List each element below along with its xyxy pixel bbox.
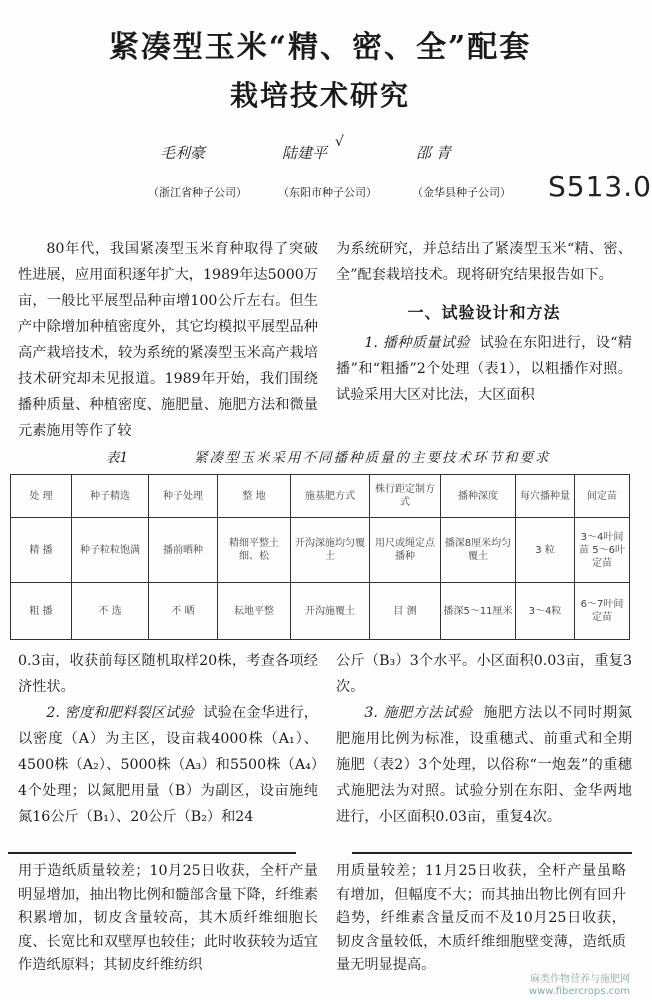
intro-left-column [18, 236, 318, 444]
table-cell: 播深5～11厘米 [441, 583, 516, 640]
table-cell: 3～4叶间苗 5～6叶定苗 [575, 518, 630, 583]
table-cell: 不 选 [72, 583, 149, 640]
mid-left-column [18, 648, 318, 830]
table-cell: 播前晒种 [149, 518, 218, 583]
table-cell: 目 测 [370, 583, 441, 640]
table-header-cell: 株行距定制方式 [370, 475, 441, 518]
table-cell: 粗 播 [11, 583, 72, 640]
table-cell: 种子粒粒饱满 [72, 518, 149, 583]
sub1-label: 1. 播种质量试验 [364, 335, 470, 351]
affiliation-1: （浙江省种子公司） [148, 186, 247, 199]
table-cell: 精细平整土细、松 [218, 518, 291, 583]
watermark [529, 974, 630, 998]
table-cell: 3 粒 [516, 518, 575, 583]
intro-right-column [336, 236, 632, 408]
sub2-text: 试验在金华进行，以密度（A）为主区，设亩栽4000株（A₁）、4500株（A₂）、5000株（A₃）和5500株（A₄）4个处理；以氮肥用量（B）为副区，设亩施纯氮16公斤（B₁）、20公斤（B₂）和24 [18, 705, 318, 825]
table-cell: 开沟深施均匀覆土 [291, 518, 370, 583]
author-3: 邵 青 [416, 144, 451, 162]
table-label: 表1 [106, 450, 129, 466]
mid-left-paragraph: 0.3亩，收获前每区随机取样20株，考查各项经济性状。 [18, 653, 318, 695]
author-2: 陆建平 [282, 144, 328, 162]
check-mark: √ [335, 134, 344, 150]
table-header-cell: 间定苗 [575, 475, 630, 518]
table-1 [10, 474, 630, 640]
table-header-cell: 施基肥方式 [291, 475, 370, 518]
table-header-cell: 播种深度 [441, 475, 516, 518]
table-header-row [11, 475, 630, 518]
right-divider [352, 852, 632, 854]
sub3-label: 3. 施肥方法试验 [364, 705, 473, 721]
table-cell: 6～7叶间定苗 [575, 583, 630, 640]
intro-right-paragraph: 为系统研究，并总结出了紧凑型玉米“精、密、全”配套栽培技术。现将研究结果报告如下。 [336, 241, 632, 283]
intro-paragraph: 80年代，我国紧凑型玉米育种取得了突破性进展，应用面积逐年扩大，1989年达5000万亩，一般比平展型品种亩增100公斤左右。但生产中除增加种植密度外，其它均模拟平展型品种高产栽培技术，较为系统的紧凑型玉米高产栽培技术研究却未见报道。1989年开始，我们围绕播种质量、种植密度、施肥量、施肥方法和微量元素施用等作了较 [18, 241, 318, 439]
table-header-cell: 每穴播种量 [516, 475, 575, 518]
table-row [11, 583, 630, 640]
affiliation-2: （东阳市种子公司） [278, 186, 377, 199]
bottom-left-paragraph: 用于造纸质量较差；10月25日收获，全杆产量明显增加，抽出物比例和髓部含量下降，纤维素积累增加，韧皮含量较高，其木质纤维细胞长度、长宽比和双壁厚也较佳；此时收获较为适宜作造纸原料；其韧皮纤维纺织 [18, 863, 318, 973]
table-cell: 用尺或绳定点播种 [370, 518, 441, 583]
author-1: 毛利豪 [160, 144, 206, 162]
table-row [11, 518, 630, 583]
title-line-1: 紧凑型玉米“精、密、全”配套 [108, 30, 532, 65]
table-header-cell: 整 地 [218, 475, 291, 518]
table-cell: 不 晒 [149, 583, 218, 640]
table-header-cell: 种子精选 [72, 475, 149, 518]
section-1-heading: 一、试验设计和方法 [407, 303, 561, 322]
watermark-line-1: 麻类作物营养与施肥网 [530, 974, 630, 985]
affiliation-3: （金华县种子公司） [412, 186, 511, 199]
table-cell: 开沟施覆土 [291, 583, 370, 640]
table-cell: 播深8厘米均匀覆土 [441, 518, 516, 583]
table-header-cell: 种子处理 [149, 475, 218, 518]
title-line-2: 栽培技术研究 [229, 79, 410, 112]
left-divider [8, 852, 296, 854]
catalog-number: S513.0 [548, 170, 652, 203]
table-cell: 3～4粒 [516, 583, 575, 640]
bottom-right-paragraph: 用质量较差；11月25日收获，全杆产量虽略有增加，但幅度不大；而其抽出物比例有回升趋势，纤维素含量反而不及10月25日收获，韧皮含量较低，木质纤维细胞壁变薄，造纸质量无明显提高。 [336, 863, 626, 973]
sub1-text: 试验在东阳进行，设“精播”和“粗播”2个处理（表1），以粗播作对照。试验采用大区对比法，大区面积 [336, 335, 632, 403]
watermark-line-2: www.fibercrops.com [528, 986, 630, 997]
sub2-label: 2. 密度和肥料裂区试验 [46, 705, 194, 721]
bottom-right-column [336, 860, 626, 978]
table-title: 紧凑型玉米采用不同播种质量的主要技术环节和要求 [194, 450, 551, 466]
table-cell: 耘地平整 [218, 583, 291, 640]
table-header-cell: 处 理 [11, 475, 72, 518]
bottom-left-column [18, 860, 318, 978]
mid-right-paragraph: 公斤（B₃）3个水平。小区面积0.03亩，重复3次。 [336, 653, 632, 695]
mid-right-column [336, 648, 632, 830]
table-cell: 精 播 [11, 518, 72, 583]
sub3-text: 施肥方法以不同时期氮肥施用比例为标准，设重穗式、前重式和全期施肥（表2）3个处理，以俗称“一炮轰”的重穗式施肥法为对照。试验分别在东阳、金华两地进行，小区面积0.03亩，重复4次。 [336, 705, 632, 825]
